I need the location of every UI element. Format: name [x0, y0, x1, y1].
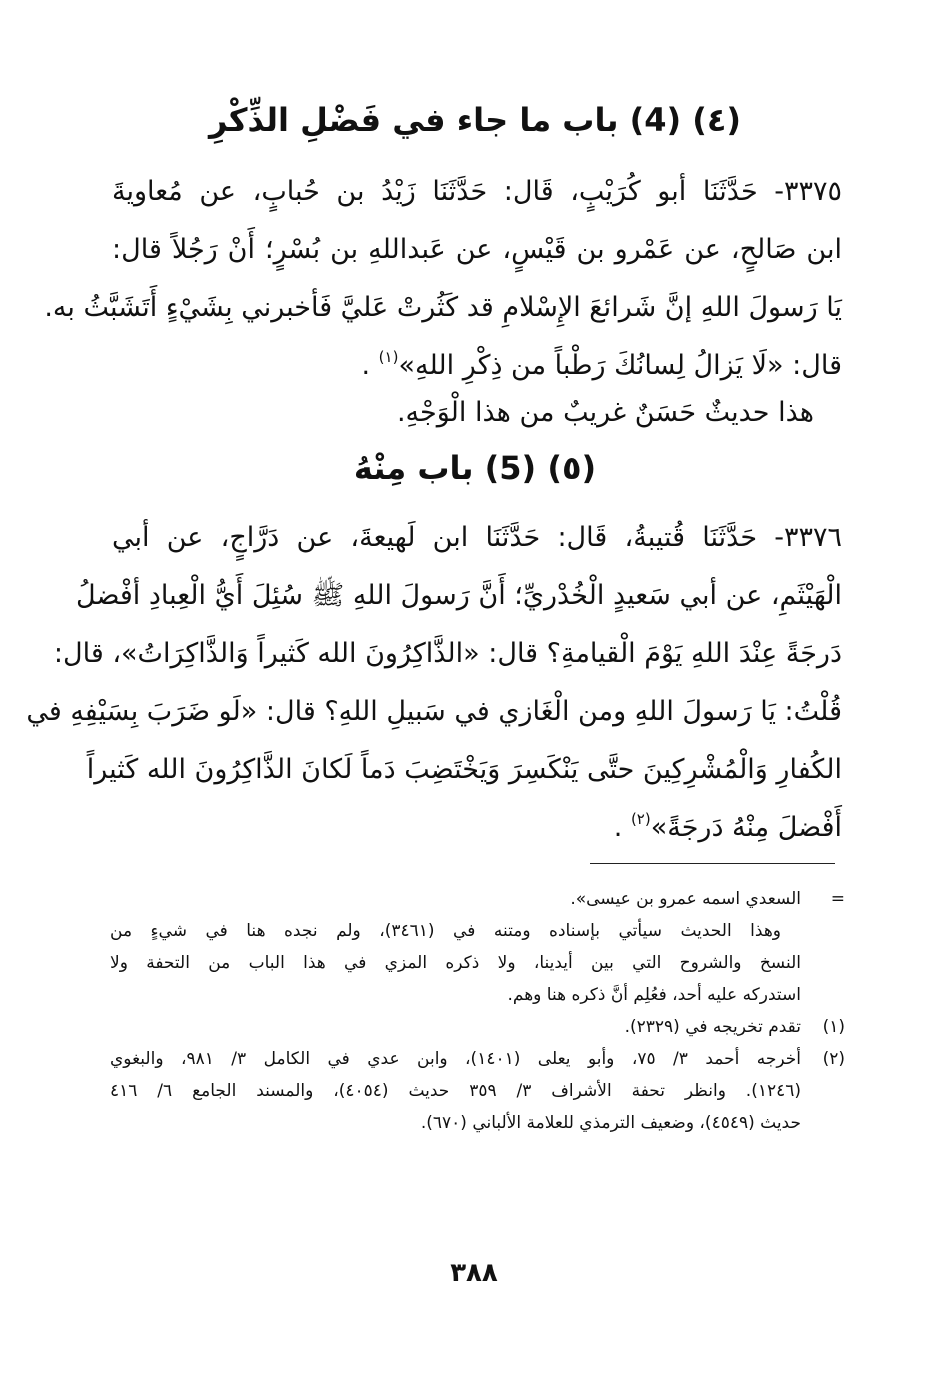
hadith-line: دَرجَةً عِنْدَ اللهِ يَوْمَ الْقيامةِ؟ قال: «الذَّاكِرُونَ الله كَثيراً وَالذَّاكِرَاتُ»، قال: [53, 638, 842, 669]
hadith-line-text: قال: «لَا يَزالُ لِسانُكَ رَطْباً من ذِكْرِ اللهِ» [398, 350, 842, 381]
hadith-closing: . [361, 350, 379, 381]
hadith-closing: . [613, 812, 631, 843]
page-number: ٣٨٨ [450, 1258, 498, 1288]
footnote-line: حديث (٤٥٤٩)، وضعيف الترمذي للعلامة الألباني (٦٧٠). [420, 1113, 801, 1133]
grading-text: هذا حديثٌ حَسَنٌ غريبٌ من هذا الْوَجْهِ. [396, 397, 814, 428]
footnote-line: السعدي اسمه عمرو بن عيسى». [570, 889, 801, 909]
hadith-line-text: أَفْضلَ مِنْهُ دَرجَةً» [650, 812, 842, 843]
footnote-marker: (١) [822, 1017, 845, 1037]
footnote-ref-1: (١) [378, 348, 399, 366]
footnote-2 [110, 1043, 845, 1139]
footnote-separator [590, 863, 835, 864]
footnote-line: النسخ والشروح التي بين أيدينا، ولا ذكره المزي في هذا الباب من التحفة ولا [110, 953, 801, 973]
footnotes-section [110, 883, 845, 1139]
hadith-grading [112, 384, 842, 442]
hadith-3376 [26, 509, 842, 860]
footnote-ref-2: (٢) [630, 810, 651, 828]
footnote-continuation [110, 883, 845, 1011]
footnote-marker: (٢) [822, 1049, 845, 1069]
hadith-line: الْهَيْثَمِ، عن أبي سَعيدٍ الْخُدْريِّ؛ أَنَّ رَسولَ اللهِ ﷺ سُئِلَ أَيُّ الْعِبادِ أفْضلُ [76, 580, 842, 611]
hadith-3375 [44, 163, 842, 398]
hadith-line: ابن صَالحٍ، عن عَمْرو بن قَيْسٍ، عن عَبداللهِ بن بُسْرٍ؛ أَنْ رَجُلاً قال: [112, 234, 842, 265]
footnote-line: أخرجه أحمد ٣/ ٧٥، وأبو يعلى (١٤٠١)، وابن عدي في الكامل ٣/ ٩٨١، والبغوي [110, 1049, 801, 1069]
footnote-text [110, 883, 801, 1011]
chapter-4-heading: (٤) (4) باب ما جاء في فَضْلِ الذِّكْرِ [208, 101, 742, 139]
footnote-text [110, 1011, 801, 1043]
footnote-line: استدركه عليه أحد، فعُلِم أنَّ ذكره هنا وهم. [507, 985, 801, 1005]
hadith-line: ٣٣٧٦- حَدَّثَنَا قُتيبةُ، قَال: حَدَّثَنَا ابن لَهيعةَ، عن دَرَّاجٍ، عن أبي [112, 522, 842, 553]
hadith-line-last [112, 799, 842, 860]
footnote-1 [110, 1011, 845, 1043]
hadith-line: قُلْتُ: يَا رَسولَ اللهِ ومن الْغَازي في سَبيلِ اللهِ؟ قال: «لَو ضَرَبَ بِسَيْفِهِ في [26, 696, 842, 727]
continuation-marker: = [830, 889, 845, 909]
footnote-text [110, 1043, 801, 1139]
footnote-line: (١٢٤٦). وانظر تحفة الأشراف ٣/ ٣٥٩ حديث (٤٠٥٤)، والمسند الجامع ٦/ ٤١٦ [110, 1081, 802, 1101]
hadith-line: يَا رَسولَ اللهِ إنَّ شَرائعَ الإِسْلامِ قد كَثُرتْ عَليَّ فَأخبرني بِشَيْءٍ أَتَشَبَّثُ به. [44, 292, 842, 323]
hadith-line: ٣٣٧٥- حَدَّثَنَا أبو كُرَيْبٍ، قَال: حَدَّثَنَا زَيْدُ بن حُبابٍ، عن مُعاويةَ [112, 176, 842, 207]
footnote-line: تقدم تخريجه في (٢٣٢٩). [624, 1017, 801, 1037]
hadith-line: الكُفارِ وَالْمُشْرِكِينَ حتَّى يَنْكَسِرَ وَيَخْتَضِبَ دَماً لَكانَ الذَّاكِرُونَ الله كَثيراً [86, 754, 842, 785]
chapter-5-heading: (٥) (5) باب مِنْهُ [353, 449, 597, 487]
footnote-line: وهذا الحديث سيأتي بإسناده ومتنه في (٣٤٦١)، ولم نجده هنا في شيءٍ من [110, 921, 781, 941]
